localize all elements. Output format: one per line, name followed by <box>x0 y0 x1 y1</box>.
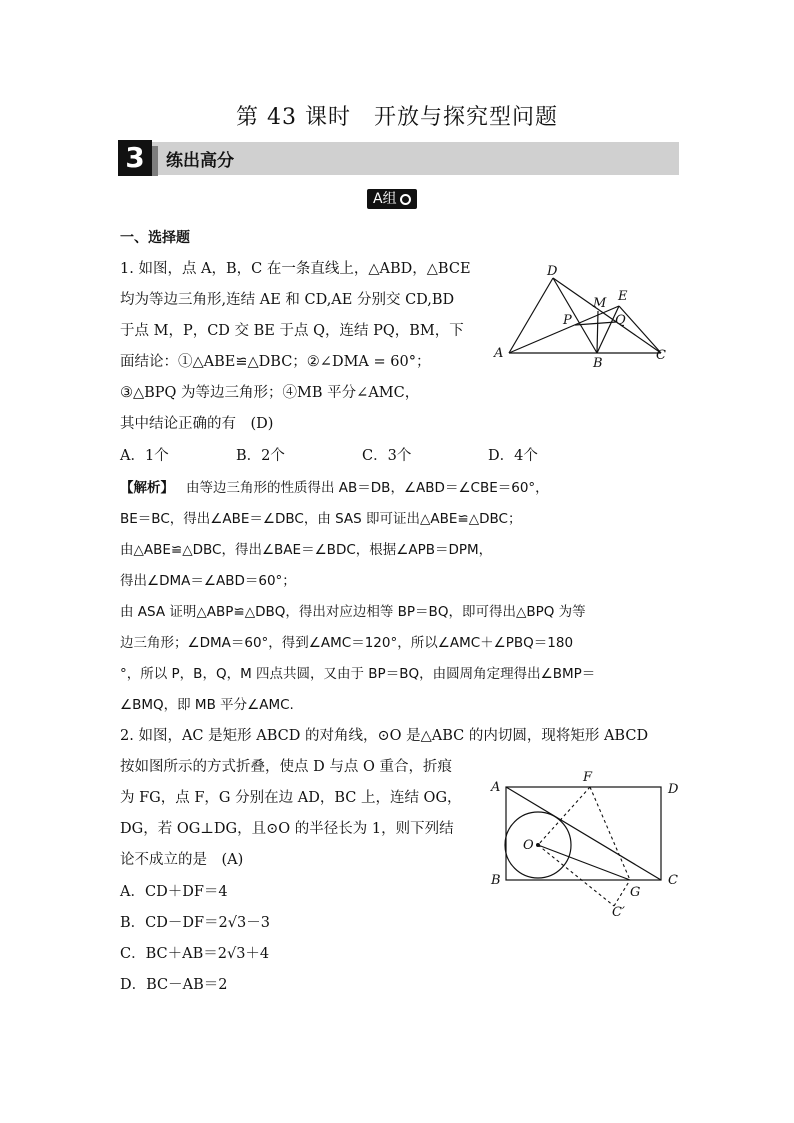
q1-option-c: C．3个 <box>362 448 412 464</box>
figure-triangles <box>490 262 675 374</box>
q2-line-1: 2. 如图，AC 是矩形 ABCD 的对角线，⊙O 是△ABC 的内切圆，现将矩形 ABCD <box>120 728 649 744</box>
q1-analysis-line-3: 由△ABE≌△DBC，得出∠BAE＝∠BDC，根据∠APB＝DPM， <box>120 542 493 558</box>
q2-line-4: DG，若 OG⊥DG，且⊙O 的半径长为 1，则下列结 <box>120 821 454 837</box>
q1-analysis-line-6: 边三角形；∠DMA＝60°，得到∠AMC＝120°，所以∠AMC＋∠PBQ＝180 <box>120 635 574 651</box>
q1-analysis-line-5: 由 ASA 证明△ABP≌△DBQ，得出对应边相等 BP＝BQ，即可得出△BPQ 为等 <box>120 604 586 620</box>
q1-option-a: A．1个 <box>120 448 169 464</box>
analysis-label: 【解析】 <box>120 480 174 496</box>
q1-option-b: B．2个 <box>236 448 285 464</box>
label-d: D <box>547 264 558 279</box>
label-c2: C <box>668 873 678 888</box>
group-tag-label: A组 <box>373 191 397 207</box>
q2-line-3: 为 FG，点 F，G 分别在边 AD，BC 上，连结 OG， <box>120 790 462 806</box>
label-d2: D <box>668 782 679 797</box>
label-q: Q <box>615 313 626 328</box>
label-f: F <box>583 770 593 785</box>
q2-option-d: D．BC－AB＝2 <box>120 977 228 993</box>
label-e: E <box>618 289 628 304</box>
q1-option-d: D．4个 <box>488 448 538 464</box>
magnifier-icon <box>400 194 411 205</box>
label-c-prime: C′ <box>612 905 625 918</box>
label-g: G <box>630 885 641 900</box>
label-b: B <box>593 356 603 371</box>
q2-line-5: 论不成立的是 (A) <box>120 852 244 868</box>
group-tag <box>367 189 417 209</box>
q1-line-1: 1. 如图，点 A，B，C 在一条直线上，△ABD，△BCE <box>120 261 471 277</box>
section-label: 练出高分 <box>166 151 234 171</box>
label-o: O <box>523 838 534 853</box>
q1-analysis-line-7: °，所以 P，B，Q，M 四点共圆，又由于 BP＝BQ，由圆周角定理得出∠BMP＝ <box>120 666 596 682</box>
page-title: 第 43 课时 开放与探究型问题 <box>236 105 558 130</box>
q2-option-c: C．BC＋AB＝2√3＋4 <box>120 946 270 962</box>
label-a: A <box>494 346 504 361</box>
q2-option-a: A．CD＋DF＝4 <box>120 884 228 900</box>
label-b2: B <box>491 873 501 888</box>
figure-folded-rectangle <box>486 766 686 918</box>
label-c: C <box>656 348 666 363</box>
q1-line-4: 面结论：①△ABE≌△DBC；②∠DMA = 60°； <box>120 354 431 370</box>
q1-line-2: 均为等边三角形,连结 AE 和 CD,AE 分别交 CD,BD <box>120 292 455 308</box>
part-heading: 一、选择题 <box>120 230 190 246</box>
label-p: P <box>563 313 572 328</box>
label-m: M <box>593 296 607 311</box>
q1-line-5: ③△BPQ 为等边三角形；④MB 平分∠AMC， <box>120 385 420 401</box>
q2-option-b: B．CD－DF＝2√3－3 <box>120 915 270 931</box>
q1-analysis-line-4: 得出∠DMA＝∠ABD＝60°； <box>120 573 296 589</box>
q2-line-2: 按如图所示的方式折叠，使点 D 与点 O 重合，折痕 <box>120 759 452 775</box>
q1-line-6: 其中结论正确的有 (D) <box>120 416 274 432</box>
analysis-text-1: 由等边三角形的性质得出 AB＝DB，∠ABD＝∠CBE＝60°， <box>186 480 549 496</box>
label-a2: A <box>491 780 501 795</box>
section-number-badge: 3 <box>118 140 152 176</box>
q1-analysis-line-8: ∠BMQ，即 MB 平分∠AMC. <box>120 697 294 713</box>
q1-analysis-line-1 <box>120 478 549 498</box>
q1-analysis-line-2: BE＝BC，得出∠ABE＝∠DBC，由 SAS 即可证出△ABE≌△DBC； <box>120 511 522 527</box>
q1-line-3: 于点 M，P，CD 交 BE 于点 Q，连结 PQ，BM，下 <box>120 323 464 339</box>
